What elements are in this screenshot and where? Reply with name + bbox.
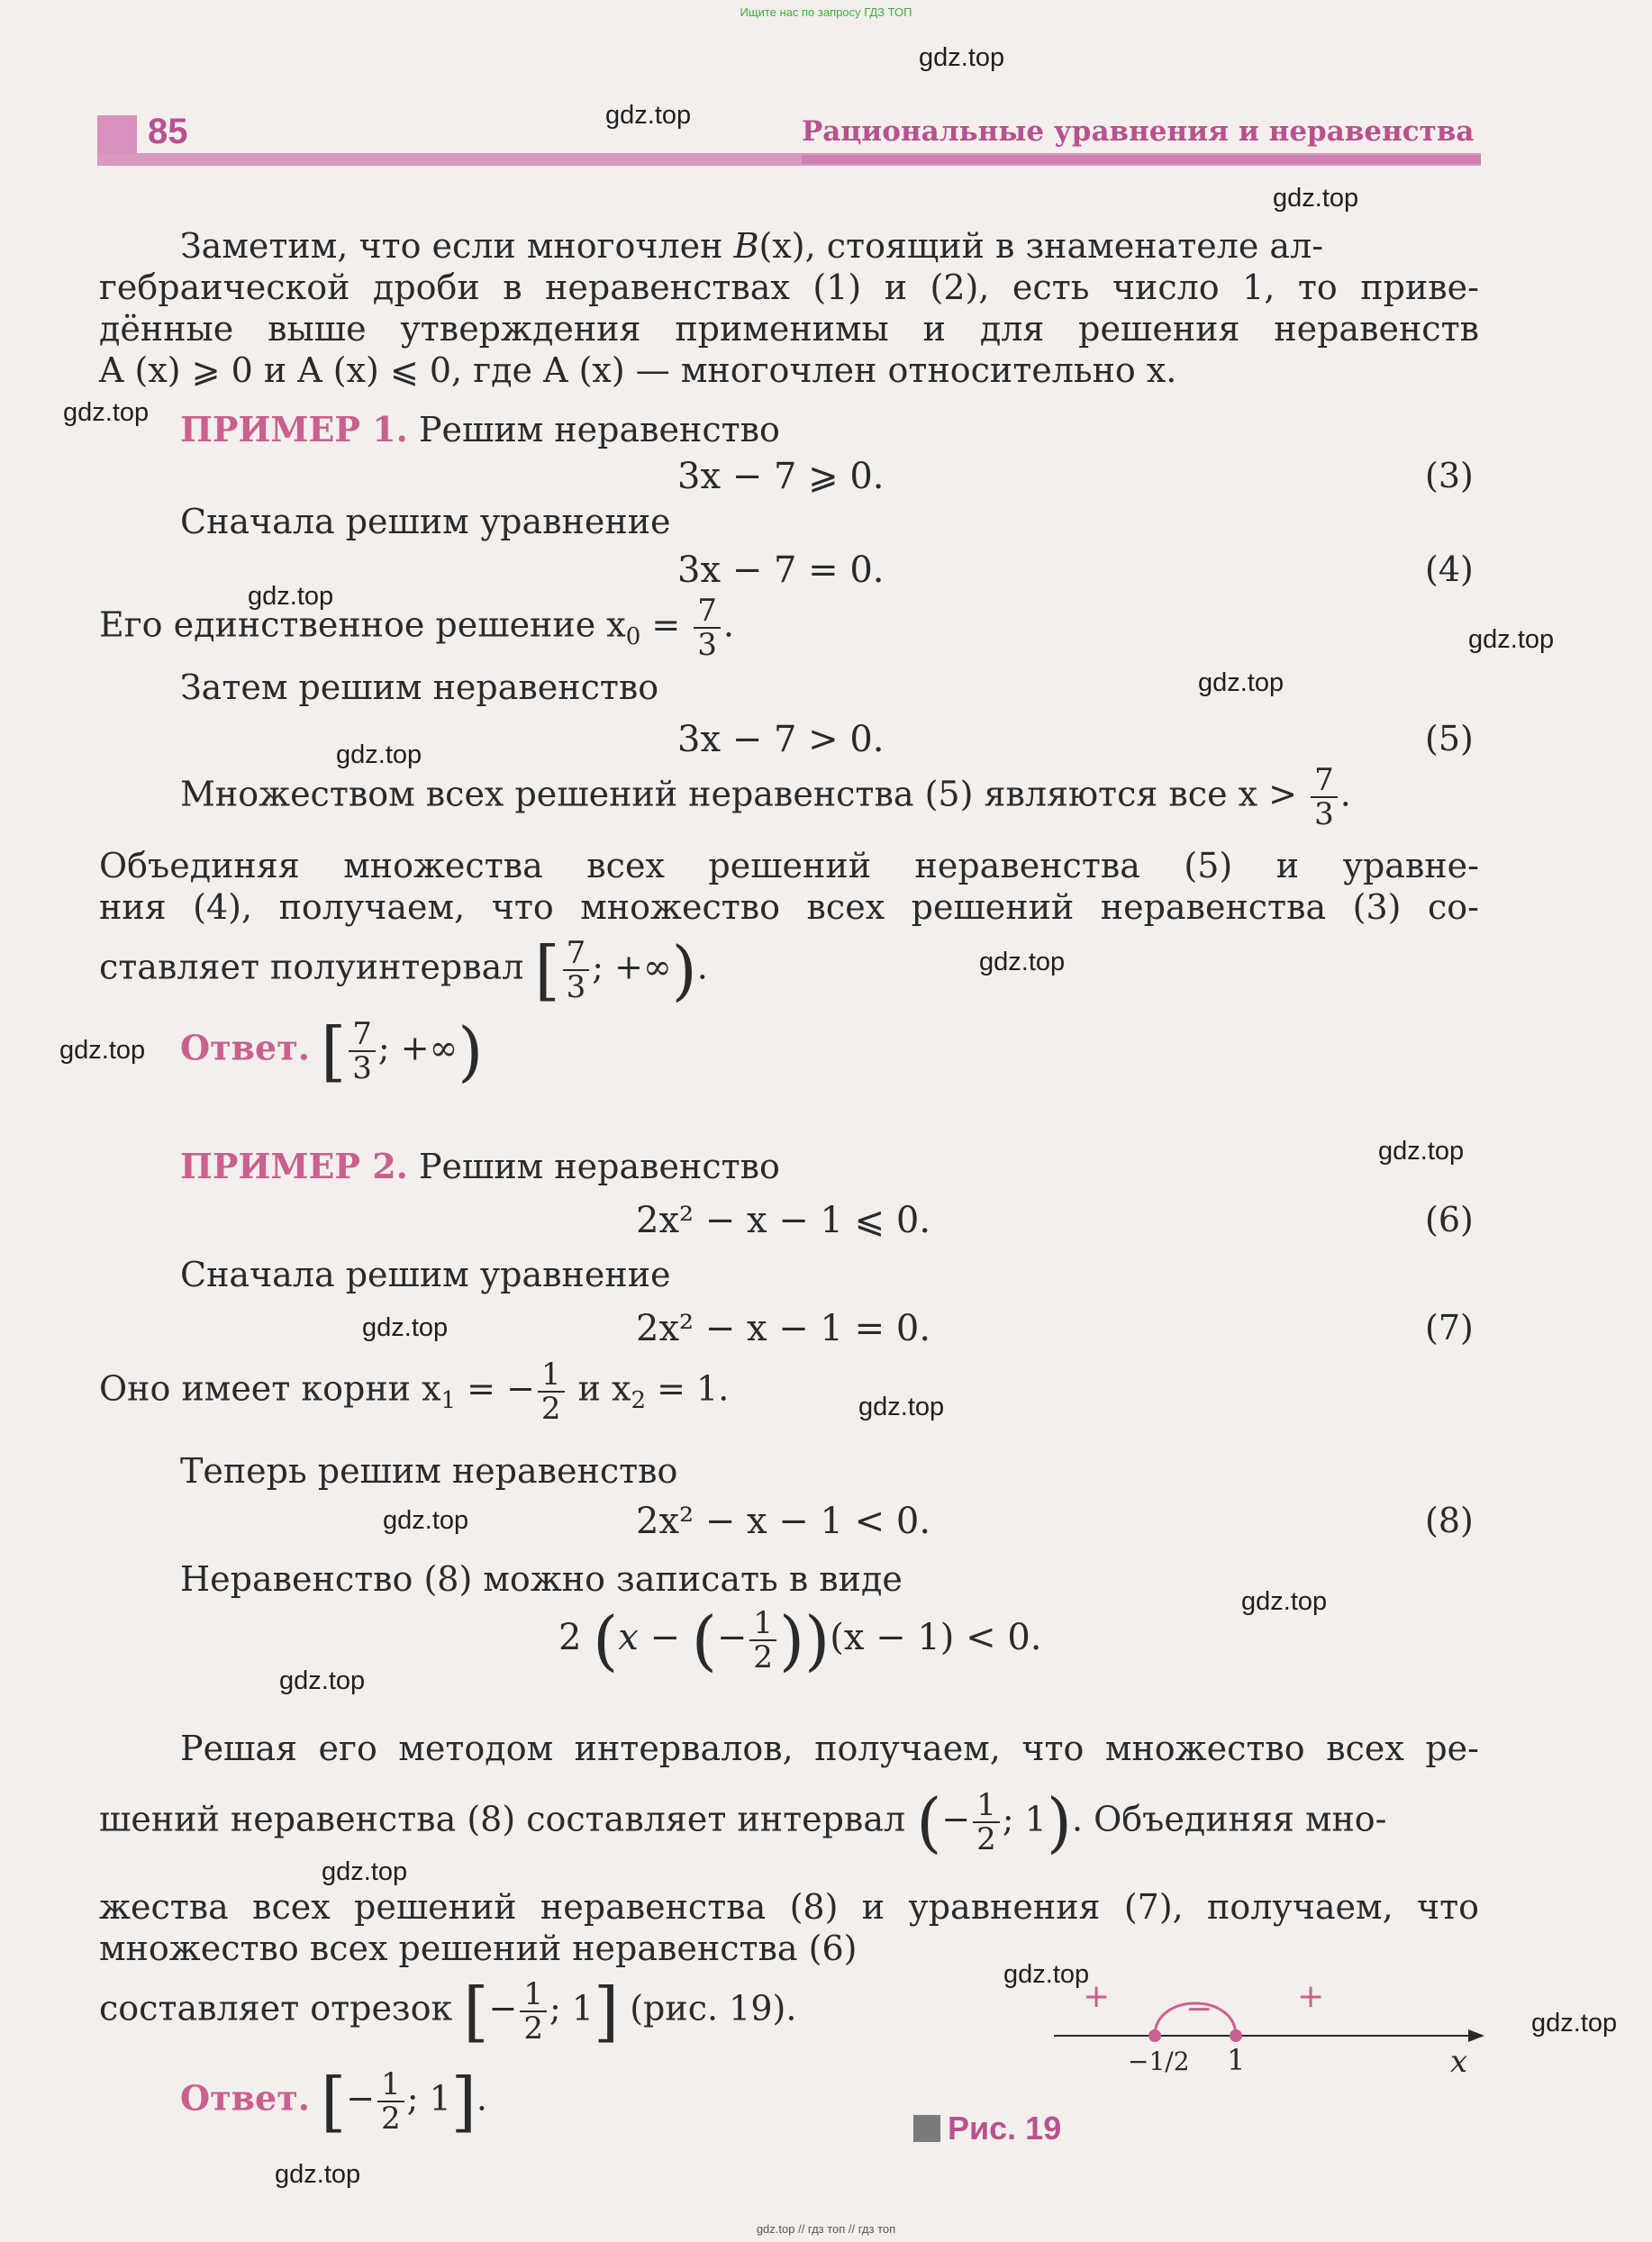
watermark: gdz.top — [275, 2160, 361, 2189]
ex1-first-step: Сначала решим уравнение — [180, 502, 671, 541]
equation-8: 2x² − x − 1 < 0. — [636, 1501, 931, 1542]
bottom-banner: gdz.top // гдз топ // гдз топ — [756, 2222, 896, 2236]
equation-number-6: (6) — [1425, 1200, 1474, 1239]
figure-caption: Рис. 19 — [948, 2110, 1062, 2147]
ex2-interval-line-1: Решая его методом интервалов, получаем, что множество всех ре- — [180, 1729, 1479, 1768]
equation-6: 2x² − x − 1 ⩽ 0. — [636, 1200, 931, 1241]
fraction-7-3: $\frac{7}{3}$ — [694, 595, 721, 661]
watermark: gdz.top — [248, 582, 334, 611]
watermark: gdz.top — [59, 1036, 146, 1065]
ex2-interval-line-5: составляет отрезок [− $\frac{1}{2}$ ; 1] (рис. 19). — [99, 1974, 797, 2049]
point-one — [1230, 2029, 1242, 2042]
example-1-heading: ПРИМЕР 1. Решим неравенство — [180, 409, 780, 449]
ex1-answer: Ответ. [ $\frac{7}{3}$ ; +∞) — [180, 1013, 484, 1089]
intro-line-4: A (x) ⩾ 0 и A (x) ⩽ 0, где A (x) — многочлен относительно x. — [99, 350, 1177, 390]
equation-7: 2x² − x − 1 = 0. — [636, 1308, 931, 1349]
top-banner: Ищите нас по запросу ГДЗ ТОП — [740, 5, 912, 19]
sign-plus-right: + — [1297, 1978, 1325, 2015]
example-2-heading: ПРИМЕР 2. Решим неравенство — [180, 1146, 780, 1186]
ex2-interval-line-4: множество всех решений неравенства (6) — [99, 1929, 858, 1968]
equation-5: 3x − 7 > 0. — [677, 719, 885, 760]
intro-line-3: дённые выше утверждения применимы и для решения неравенств — [99, 309, 1479, 349]
watermark: gdz.top — [383, 1506, 469, 1535]
intro-line-2: гебраической дроби в неравенствах (1) и (2), есть число 1, то приве- — [99, 268, 1479, 307]
equation-3: 3x − 7 ⩾ 0. — [677, 456, 885, 497]
watermark: gdz.top — [919, 43, 1005, 72]
sign-minus: − — [1185, 1991, 1213, 2028]
equation-number-5: (5) — [1425, 719, 1474, 758]
ex1-solution-set: Множеством всех решений неравенства (5) являются все x > $\frac{7}{3}$ . — [180, 762, 1351, 832]
ex2-roots: Оно имеет корни $x_1$ = − $\frac{1}{2}$ и $x_2 = 1$. — [99, 1357, 730, 1427]
watermark: gdz.top — [1003, 1960, 1090, 1989]
axis-arrow — [1468, 2029, 1484, 2042]
watermark: gdz.top — [979, 948, 1066, 976]
factored-inequality: 2 (x − (− $\frac{1}{2}$ ))(x − 1) < 0. — [558, 1602, 1042, 1678]
ex1-single-solution: Его единственное решение $x_0$ = $\frac{7}{3}$ . — [99, 593, 734, 663]
watermark: gdz.top — [1273, 184, 1359, 213]
watermark: gdz.top — [362, 1313, 449, 1342]
figure-19-number-line — [1036, 1973, 1486, 2099]
watermark: gdz.top — [1468, 625, 1555, 654]
ex2-answer: Ответ. [− $\frac{1}{2}$ ; 1]. — [180, 2064, 487, 2139]
axis-label-x: x — [1450, 2044, 1468, 2080]
watermark: gdz.top — [63, 398, 150, 427]
ex2-interval-line-3: жества всех решений неравенства (8) и уравнения (7), получаем, что — [99, 1887, 1479, 1927]
watermark: gdz.top — [605, 101, 692, 130]
equation-number-4: (4) — [1425, 549, 1474, 589]
watermark: gdz.top — [1198, 668, 1284, 697]
intro-line-1: Заметим, что если многочлен B(x), стоящий в знаменателе ал- — [180, 226, 1324, 266]
watermark: gdz.top — [322, 1857, 408, 1886]
header-rule-accent — [802, 155, 1481, 164]
ex1-then: Затем решим неравенство — [180, 667, 659, 707]
equation-4: 3x − 7 = 0. — [677, 549, 885, 591]
ex1-union-line-2: ния (4), получаем, что множество всех решений неравенства (3) со- — [99, 887, 1479, 927]
ex2-now: Теперь решим неравенство — [180, 1451, 678, 1491]
watermark: gdz.top — [279, 1666, 366, 1695]
watermark: gdz.top — [858, 1393, 945, 1421]
point-minus-half — [1148, 2029, 1161, 2042]
tick-label-one: 1 — [1227, 2043, 1246, 2077]
watermark: gdz.top — [1241, 1587, 1328, 1616]
equation-number-7: (7) — [1425, 1308, 1474, 1348]
equation-number-3: (3) — [1425, 456, 1474, 495]
watermark: gdz.top — [336, 740, 422, 769]
ex1-union-line-3: ставляет полуинтервал [ $\frac{7}{3}$ ; +∞). — [99, 932, 708, 1008]
running-title: Рациональные уравнения и неравенства — [802, 115, 1475, 148]
sign-plus-left: + — [1083, 1978, 1111, 2015]
page-number-marker — [97, 115, 137, 155]
ex2-first-step: Сначала решим уравнение — [180, 1255, 671, 1294]
watermark: gdz.top — [1531, 2009, 1618, 2038]
tick-label-minus-half: −1/2 — [1128, 2047, 1190, 2076]
ex2-rewrite: Неравенство (8) можно записать в виде — [180, 1559, 903, 1599]
equation-number-8: (8) — [1425, 1501, 1474, 1540]
ex1-union-line-1: Объединяя множества всех решений неравенства (5) и уравне- — [99, 846, 1479, 885]
ex2-interval-line-2: шений неравенства (8) составляет интервал (− $\frac{1}{2}$ ; 1). Объединяя мно- — [99, 1784, 1387, 1860]
watermark: gdz.top — [1378, 1137, 1465, 1166]
page-number: 85 — [148, 112, 188, 151]
